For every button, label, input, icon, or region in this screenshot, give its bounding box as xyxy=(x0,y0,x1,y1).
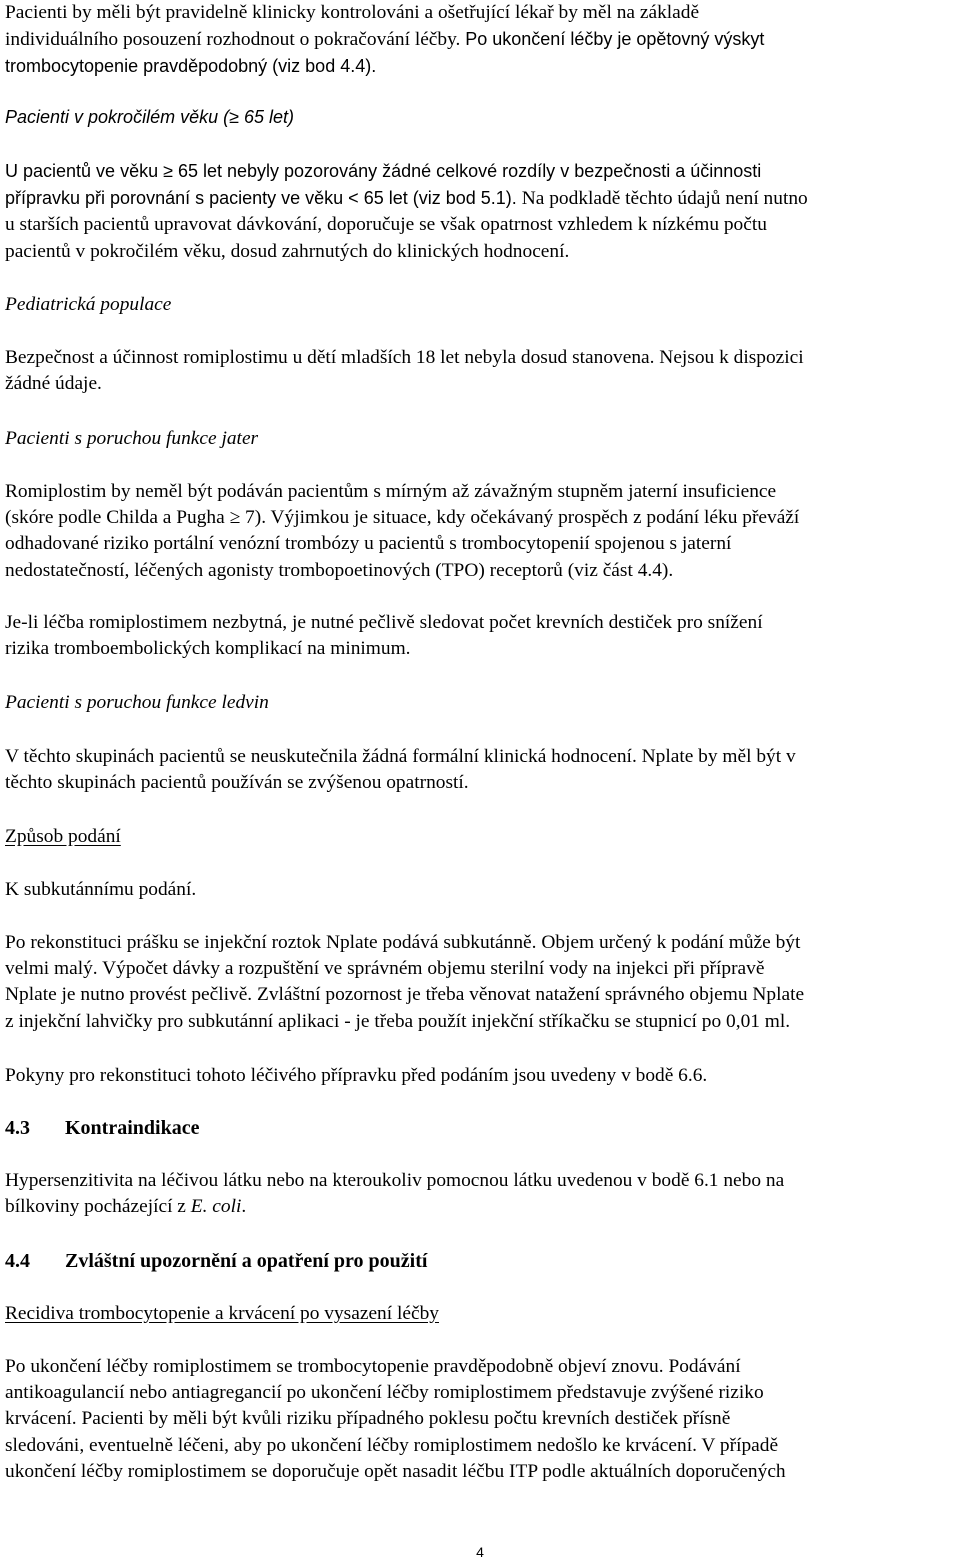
section-number-4-4: 4.4 xyxy=(5,1250,30,1272)
section-title-4-3: Kontraindikace xyxy=(65,1117,200,1139)
page-number: 4 xyxy=(476,1544,484,1560)
paragraph-monitoring-part2: Po ukončení léčby je opětovný výskyt trombocytopenie pravděpodobný (viz bod 4.4). xyxy=(5,29,765,77)
paragraph-contraindications xyxy=(5,1168,955,1220)
section-heading-4-4 xyxy=(5,1248,427,1274)
paragraph-administration-3: Pokyny pro rekonstituci tohoto léčivého přípravku před podáním jsou uvedeny v bodě 6.6. xyxy=(5,1065,708,1086)
subheading-elderly: Pacienti v pokročilém věku (≥ 65 let) xyxy=(5,107,294,127)
paragraph-administration-1: K subkutánnímu podání. xyxy=(5,879,197,900)
paragraph-elderly xyxy=(5,158,955,265)
subheading-renal: Pacienti s poruchou funkce ledvin xyxy=(5,692,269,713)
document-page xyxy=(5,0,955,1565)
paragraph-administration-2: Po rekonstituci prášku se injekční roztok Nplate podává subkutánně. Objem určený k podání může být velmi malý. Výpočet dávky a rozpuštění ve správném objemu sterilní vody na injekci při přípravě Nplate je nutno provést pečlivě. Zvláštní pozornost je třeba věnovat natažení správného objemu Nplate z injekční lahvičky pro subkutánní aplikaci - je třeba použít injekční stříkačku se stupnicí po 0,01 ml. xyxy=(5,932,805,1032)
paragraph-elderly-part1: U pacientů ve věku ≥ 65 let nebyly pozorovány žádné celkové rozdíly v bezpečnosti a účinnosti přípravku při porovnání s pacienty ve věku < 65 let (viz bod 5.1). xyxy=(5,161,762,209)
paragraph-elderly-part2: Na podkladě těchto údajů není nutno u starších pacientů upravovat dávkování, doporučuje se však opatrnost vzhledem k nízkému počtu pacientů v pokročilém věku, dosud zahrnutých do klinických hodnocení. xyxy=(5,188,808,262)
organism-name: E. coli xyxy=(190,1196,242,1218)
paragraph-recurrence: Po ukončení léčby romiplostimem se trombocytopenie pravděpodobně objeví znovu. Podávání antikoagulancií nebo antiagregancií po ukončení léčby romiplostimem představuje zvýšené riziko krvácení. Pacienti by měli být kvůli riziku případného poklesu počtu krevních destiček přísně sledováni, eventuelně léčeni, aby po ukončení léčby romiplostimem nedošlo ke krvácení. V případě ukončení léčby romiplostimem se doporučuje opět nasadit léčbu ITP podle aktuálních doporučených xyxy=(5,1356,786,1482)
paragraph-contraindications-end: . xyxy=(241,1196,247,1218)
section-title-4-4: Zvláštní upozornění a opatření pro použití xyxy=(65,1250,428,1272)
paragraph-monitoring-part1: Pacienti by měli být pravidelně klinicky kontrolováni a ošetřující lékař by měl na základě individuálního posouzení rozhodnout o pokračování léčby. xyxy=(5,2,700,51)
paragraph-hepatic-1: Romiplostim by neměl být podáván pacientům s mírným až závažným stupněm jaterní insuficience (skóre podle Childa a Pugha ≥ 7). Výjimkou je situace, kdy očekávaný prospěch z podání léku převáží odhadované riziko portální venózní trombózy u pacientů s trombocytopenií spojenou s jaterní nedostatečností, léčených agonisty trombopoetinových (TPO) receptorů (viz část 4.4). xyxy=(5,481,800,581)
subheading-recurrence: Recidiva trombocytopenie a krvácení po vysazení léčby xyxy=(5,1303,439,1324)
paragraph-hepatic-2: Je-li léčba romiplostimem nezbytná, je nutné pečlivě sledovat počet krevních destiček pro snížení rizika tromboembolických komplikací na minimum. xyxy=(5,612,763,660)
paragraph-renal: V těchto skupinách pacientů se neuskutečnila žádná formální klinická hodnocení. Nplate by měl být v těchto skupinách pacientů používán se zvýšenou opatrností. xyxy=(5,746,796,794)
subheading-administration: Způsob podání xyxy=(5,826,121,847)
section-heading-4-3 xyxy=(5,1115,199,1141)
section-number-4-3: 4.3 xyxy=(5,1117,30,1139)
paragraph-pediatric: Bezpečnost a účinnost romiplostimu u dětí mladších 18 let nebyla dosud stanovena. Nejsou k dispozici žádné údaje. xyxy=(5,347,804,395)
paragraph-contraindications-text: Hypersenzitivita na léčivou látku nebo na kteroukoliv pomocnou látku uvedenou v bodě 6.1 nebo na bílkoviny pocházející z xyxy=(5,1170,785,1218)
subheading-pediatric: Pediatrická populace xyxy=(5,294,172,315)
paragraph-monitoring xyxy=(5,0,955,81)
subheading-hepatic: Pacienti s poruchou funkce jater xyxy=(5,428,259,449)
